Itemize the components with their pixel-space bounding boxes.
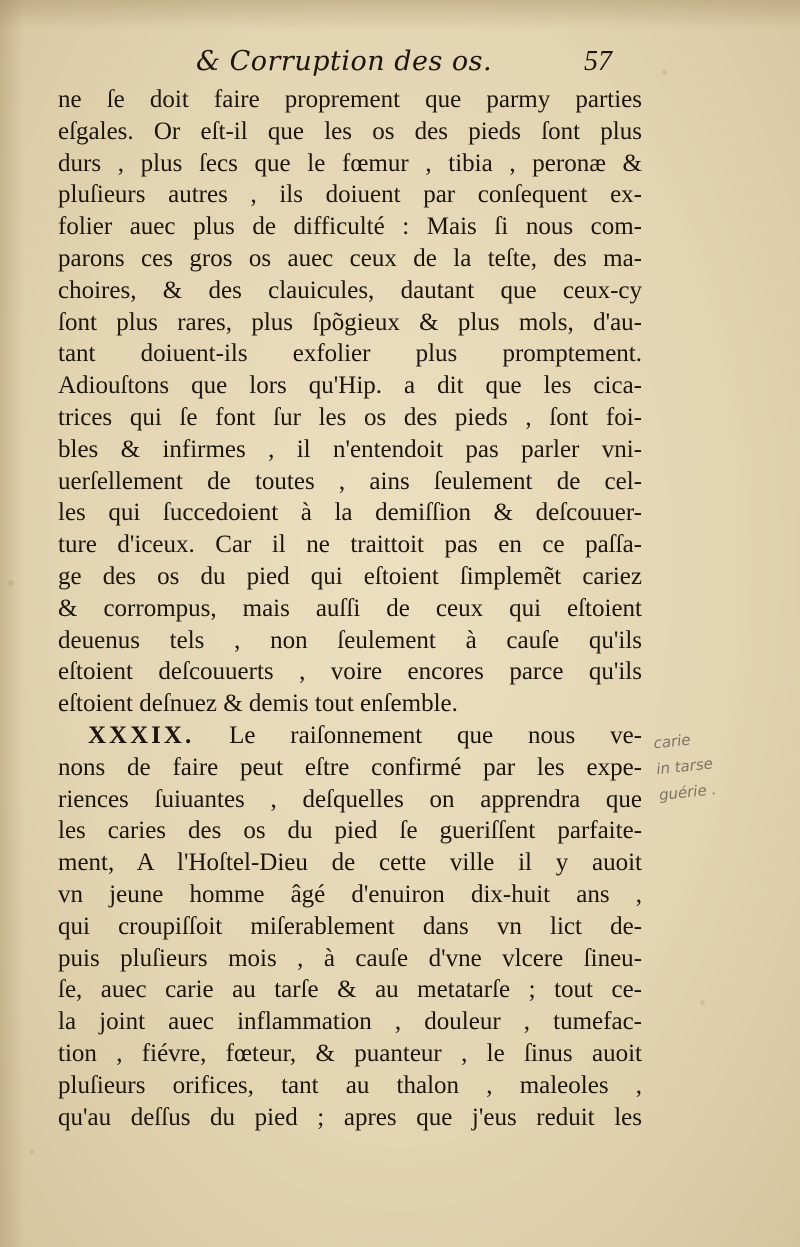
- text-line: durs , plus ſecs que le fœmur , tibia , peronæ &: [58, 149, 642, 177]
- paper-stain: [700, 1000, 705, 1005]
- text-line: qui croupiſſoit miſerablement dans vn lict de-: [58, 912, 642, 940]
- text-line: nons de faire peut eſtre confirmé par les expe-: [58, 753, 642, 781]
- text-line: ne ſe doit faire proprement que parmy parties: [58, 86, 642, 113]
- main-text: [58, 84, 642, 1133]
- margin-note-line: guérie .: [658, 780, 718, 805]
- text-line: ture d'iceux. Car il ne traittoit pas en ce paſſa-: [58, 531, 642, 559]
- paper-stain: [8, 580, 14, 586]
- text-line: les qui ſuccedoient à la demiſſion & deſcouuer-: [58, 499, 642, 527]
- text-line: ge des os du pied qui eſtoient ſimplemẽt cariez: [58, 562, 642, 590]
- page-number: 57: [584, 46, 612, 77]
- text-line: pluſieurs orifices, tant au thalon , maleoles ,: [58, 1071, 642, 1099]
- text-line: riences ſuiuantes , deſquelles on apprendra que: [58, 785, 642, 813]
- text-line: trices qui ſe font ſur les os des pieds , ſont foi-: [58, 403, 642, 431]
- text-line: qu'au deſſus du pied ; apres que j'eus reduit les: [58, 1103, 642, 1131]
- text-line: parons ces gros os auec ceux de la teſte, des ma-: [58, 244, 642, 272]
- margin-note-line: carie: [652, 730, 692, 753]
- section-number: XXXIX.: [88, 721, 195, 749]
- text-line: bles & infirmes , il n'entendoit pas parler vni-: [58, 435, 642, 463]
- text-line: eſtoient deſcouuerts , voire encores parce qu'ils: [58, 658, 642, 686]
- text-line: choires, & des clauicules, dautant que ceux-cy: [58, 276, 642, 304]
- margin-note-line: in tarse: [655, 754, 714, 779]
- page-edge-shadow-top: [0, 0, 800, 30]
- text-line: & corrompus, mais auſſi de ceux qui eſtoient: [58, 594, 642, 622]
- text-line: les caries des os du pied ſe gueriſſent parfaite-: [58, 817, 642, 845]
- paper-stain: [30, 1150, 34, 1154]
- text-line: eſtoient deſnuez & demis tout enſemble.: [58, 690, 458, 718]
- running-title: & Corruption des os.: [196, 46, 493, 77]
- text-line: pluſieurs autres , ils doiuent par conſequent ex-: [58, 181, 642, 209]
- text-line: uerſellement de toutes , ains ſeulement de cel-: [58, 467, 642, 495]
- text-line: tion , fiévre, fœteur, & puanteur , le ſinus auoit: [58, 1039, 642, 1067]
- page-edge-shadow-left: [0, 0, 24, 1247]
- text-line: puis pluſieurs mois , à cauſe d'vne vlcere ſineu-: [58, 944, 642, 972]
- text-line: ſe, auec carie au tarſe & au metatarſe ; tout ce-: [58, 976, 642, 1004]
- text-line: ſont plus rares, plus ſpõgieux & plus mols, d'au-: [58, 308, 642, 336]
- handwritten-margin-note: [652, 718, 779, 808]
- text-line: deuenus tels , non ſeulement à cauſe qu'ils: [58, 626, 642, 654]
- text-line: Adiouſtons que lors qu'Hip. a dit que les cica-: [58, 372, 642, 400]
- section-first-line-text: Le raiſonnement que nous ve-: [229, 721, 642, 749]
- text-line: eſgales. Or eſt-il que les os des pieds ſont plus: [58, 117, 642, 145]
- section-first-line: [58, 720, 642, 752]
- text-line: vn jeune homme âgé d'enuiron dix-huit ans ,: [58, 880, 642, 908]
- text-line: la joint auec inflammation , douleur , tumefac-: [58, 1008, 642, 1036]
- text-line: tant doiuent-ils exfolier plus promptement.: [58, 340, 642, 368]
- text-line: ment, A l'Hoſtel-Dieu de cette ville il y auoit: [58, 849, 642, 877]
- text-line: folier auec plus de difficulté : Mais ſi nous com-: [58, 213, 642, 241]
